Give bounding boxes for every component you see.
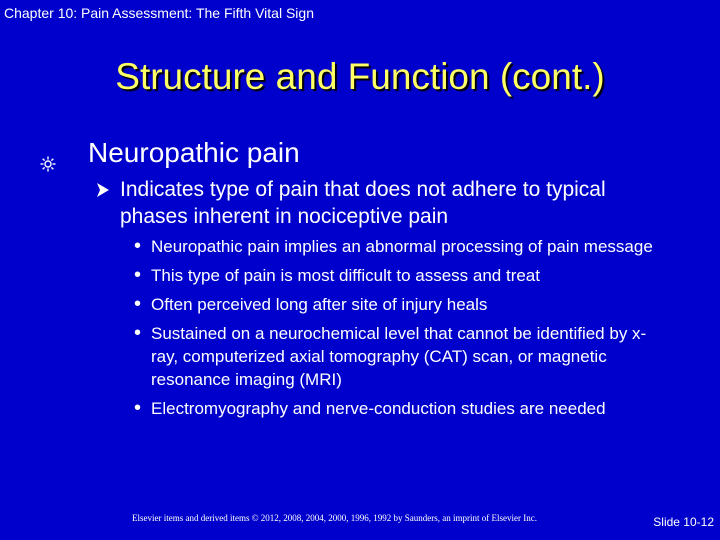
dot-bullet-icon: • (134, 264, 142, 286)
bullet-level3-text: This type of pain is most difficult to assess and treat (151, 266, 540, 285)
list-item (132, 293, 672, 316)
arrow-bullet-icon (96, 176, 110, 207)
slide-title: Structure and Function (cont.) (115, 56, 605, 97)
copyright-footer: Elsevier items and derived items © 2012, 2008, 2004, 2000, 1996, 1992 by Saunders, an imprint of Elsevier Inc. (132, 513, 538, 523)
bullet-level2-text: Indicates type of pain that does not adhere to typical phases inherent in nociceptive pain (120, 178, 606, 228)
bullet-level1-text: Neuropathic pain (88, 137, 300, 168)
slide-number: Slide 10-12 (653, 515, 714, 529)
dot-bullet-icon: • (134, 293, 142, 315)
list-item (132, 397, 672, 420)
dot-bullet-icon: • (134, 235, 142, 257)
dot-bullet-icon: • (134, 397, 142, 419)
bullet-level3-text: Neuropathic pain implies an abnormal processing of pain message (151, 237, 653, 256)
list-item (132, 235, 672, 258)
bullet-level3-text: Sustained on a neurochemical level that cannot be identified by x-ray, computerized axial tomography (CAT) scan, or magnetic resonance imaging (MRI) (151, 324, 647, 389)
bullet-level3-text: Electromyography and nerve-conduction studies are needed (151, 399, 606, 418)
dot-bullet-icon: • (134, 322, 142, 344)
bullet-level3-list (132, 235, 672, 426)
bullet-level3-text: Often perceived long after site of injury heals (151, 295, 488, 314)
list-item (132, 264, 672, 287)
sun-bullet-icon (40, 147, 56, 163)
list-item (132, 322, 672, 391)
chapter-header: Chapter 10: Pain Assessment: The Fifth Vital Sign (4, 5, 314, 21)
